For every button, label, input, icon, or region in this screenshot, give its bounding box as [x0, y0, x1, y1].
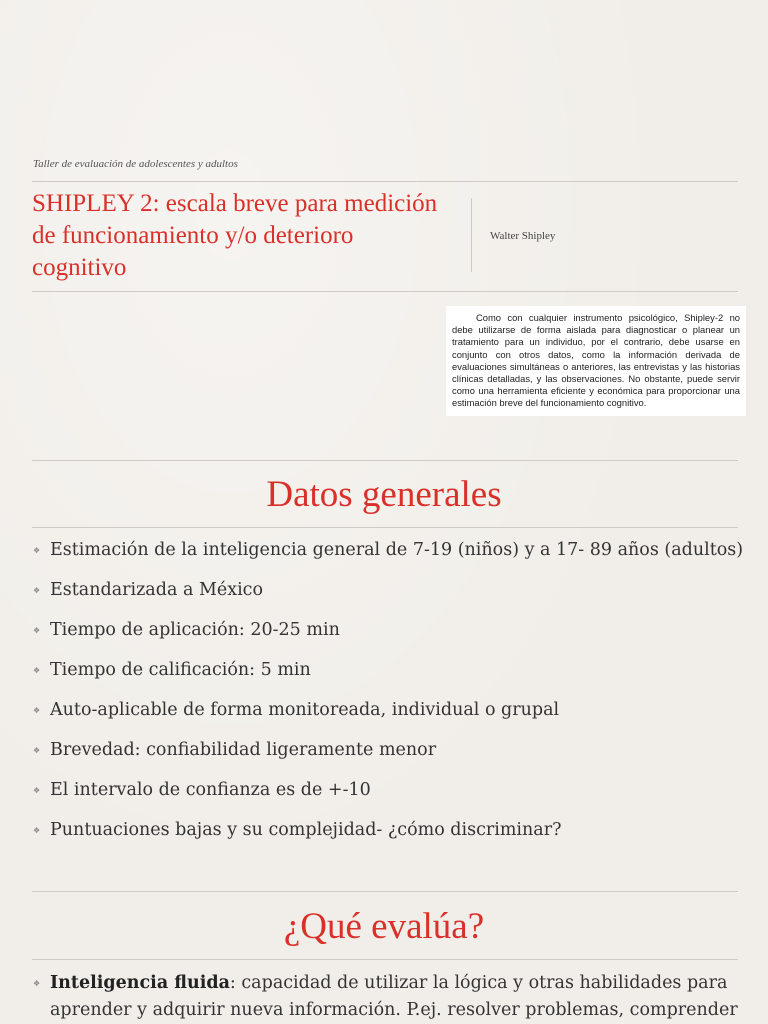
list-item [32, 656, 742, 696]
list-item-text: Puntuaciones bajas y su complejidad- ¿cómo discriminar? [50, 820, 562, 840]
list-item [32, 536, 742, 576]
list-item [32, 970, 742, 1024]
list-item [32, 776, 742, 816]
divider [32, 959, 738, 960]
diamond-bullet-icon: ❖ [33, 666, 41, 675]
diamond-bullet-icon: ❖ [33, 626, 41, 635]
list-item [32, 816, 742, 856]
list-item-text: Tiempo de calificación: 5 min [50, 660, 311, 680]
list-item-text: Brevedad: confiabilidad ligeramente menor [50, 740, 437, 760]
divider [32, 460, 738, 461]
divider [32, 891, 738, 892]
list-item-text: El intervalo de confianza es de +-10 [50, 780, 371, 800]
diamond-bullet-icon: ❖ [33, 786, 41, 795]
list-item-text: Estimación de la inteligencia general de 7-19 (niños) y a 17- 89 años (adultos) [50, 540, 744, 560]
diamond-bullet-icon: ❖ [33, 746, 41, 755]
slide-title: SHIPLEY 2: escala breve para medición de funcionamiento y/o deterioro cognitivo [32, 190, 438, 281]
slide-subtitle: Taller de evaluación de adolescentes y adultos [33, 158, 238, 170]
diamond-bullet-icon: ❖ [33, 979, 41, 988]
divider [32, 181, 738, 182]
term-description: : capacidad de utilizar la lógica y otras habilidades para aprender y adquirir nueva información. P.ej. resolver problemas, comprender [50, 973, 738, 1020]
term-label: Inteligencia fluida [50, 973, 230, 993]
diamond-bullet-icon: ❖ [33, 546, 41, 555]
title-vertical-divider [471, 198, 472, 272]
list-item [32, 616, 742, 656]
diamond-bullet-icon: ❖ [33, 706, 41, 715]
list-item [32, 576, 742, 616]
divider [32, 527, 738, 528]
quote-image-card [446, 306, 746, 416]
list-item-text: Estandarizada a México [50, 580, 264, 600]
author-name: Walter Shipley [490, 230, 556, 242]
datos-generales-list [32, 536, 742, 856]
quote-text: Como con cualquier instrumento psicológico, Shipley-2 no debe utilizarse de forma aislada para diagnosticar o planear un tratamiento para un individuo, por el contrario, debe usarse en conjunto con otros datos, como la información derivada de evaluaciones simultáneas o anteriores, las entrevistas y las historias clínicas detalladas, y las observaciones. No obstante, puede servir como una herramienta eficiente y económica para proporcionar una estimación breve del funcionamiento cognitivo. [452, 312, 740, 409]
diamond-bullet-icon: ❖ [33, 826, 41, 835]
section-heading-datos-generales: Datos generales [266, 474, 502, 515]
list-item-text: Auto-aplicable de forma monitoreada, individual o grupal [50, 700, 560, 720]
divider [32, 291, 738, 292]
que-evalua-list [32, 970, 742, 1024]
list-item [32, 736, 742, 776]
list-item [32, 696, 742, 736]
section-heading-que-evalua: ¿Qué evalúa? [283, 906, 485, 947]
list-item-text: Tiempo de aplicación: 20-25 min [50, 620, 340, 640]
diamond-bullet-icon: ❖ [33, 586, 41, 595]
